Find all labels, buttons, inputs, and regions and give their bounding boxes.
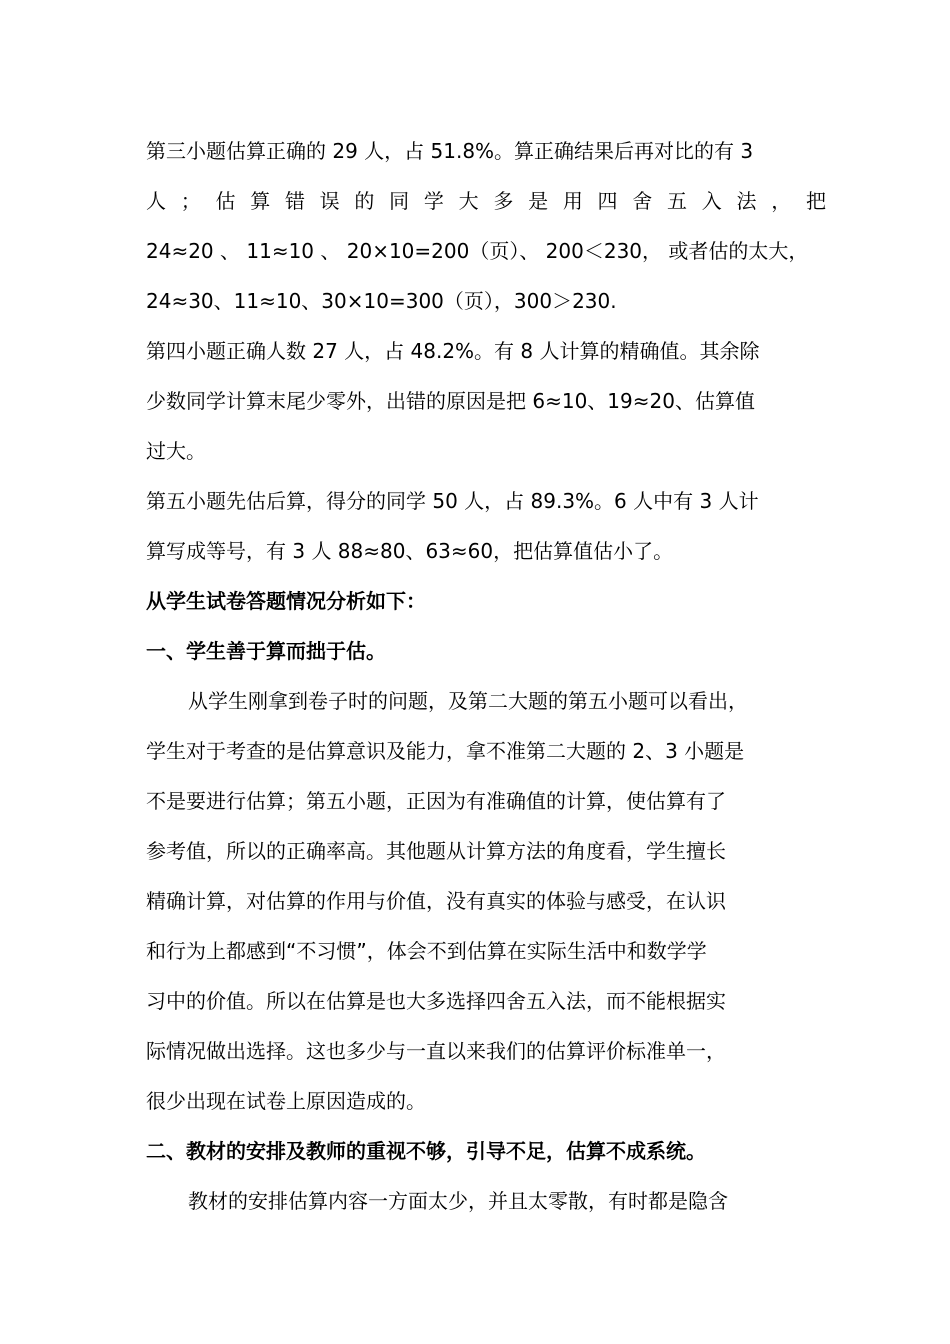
p3-line-2-char: 同 (389, 189, 410, 213)
p3-line-3: 24≈20 、 11≈10 、 20×10=200（页）、 200＜230， 或者估的太大， (146, 239, 809, 263)
p3-line-2-char: 是 (528, 189, 549, 213)
section-2-line: 教材的安排估算内容一方面太少，并且太零散，有时都是隐含 (188, 1189, 728, 1213)
p3-line-2-char: 估 (215, 189, 236, 213)
section-1-line: 很少出现在试卷上原因造成的。 (146, 1089, 426, 1113)
p3-line-2-char: 错 (284, 189, 305, 213)
section-1-line: 际情况做出选择。这也多少与一直以来我们的估算评价标准单一， (146, 1039, 726, 1063)
p5-line-1: 第五小题先估后算，得分的同学 50 人，占 89.3%。6 人中有 3 人计 (146, 489, 759, 513)
document-page (146, 126, 826, 1226)
p3-line-2-char: ， (771, 189, 792, 213)
section-1-line: 习中的价值。所以在估算是也大多选择四舍五入法，而不能根据实 (146, 989, 726, 1013)
p3-line-2-char: ； (180, 189, 201, 213)
section-1-line: 不是要进行估算；第五小题，正因为有准确值的计算，使估算有了 (146, 789, 726, 813)
p3-line-2-char: 五 (667, 189, 688, 213)
p3-line-2-char: 多 (493, 189, 514, 213)
section-1-line: 参考值，所以的正确率高。其他题从计算方法的角度看，学生擅长 (146, 839, 726, 863)
p5-line-2: 算写成等号，有 3 人 88≈80、63≈60，把估算值估小了。 (146, 539, 674, 563)
p3-line-2-char: 用 (562, 189, 583, 213)
p3-line-2 (146, 176, 826, 226)
p3-line-2-char: 入 (701, 189, 722, 213)
section-1-line: 学生对于考查的是估算意识及能力，拿不准第二大题的 2、3 小题是 (146, 739, 745, 763)
p3-line-4: 24≈30、11≈10、30×10=300（页），300＞230. (146, 289, 617, 313)
p4-line-2: 少数同学计算末尾少零外，出错的原因是把 6≈10、19≈20、估算值 (146, 389, 755, 413)
section-1-heading: 一、学生善于算而拙于估。 (146, 639, 386, 663)
section-1-line: 从学生刚拿到卷子时的问题，及第二大题的第五小题可以看出， (188, 689, 748, 713)
p3-line-2-char: 误 (319, 189, 340, 213)
p3-line-1: 第三小题估算正确的 29 人，占 51.8%。算正确结果后再对比的有 3 (146, 139, 754, 163)
p3-line-2-char: 的 (354, 189, 375, 213)
analysis-heading: 从学生试卷答题情况分析如下： (146, 589, 426, 613)
section-2-heading: 二、教材的安排及教师的重视不够，引导不足，估算不成系统。 (146, 1139, 706, 1163)
p3-line-2-char: 把 (805, 189, 826, 213)
p3-line-2-char: 人 (146, 189, 166, 213)
p3-line-2-char: 四 (597, 189, 618, 213)
p3-line-2-char: 大 (458, 189, 479, 213)
p4-line-1: 第四小题正确人数 27 人，占 48.2%。有 8 人计算的精确值。其余除 (146, 339, 760, 363)
section-1-line: 和行为上都感到“不习惯”，体会不到估算在实际生活中和数学学 (146, 939, 707, 963)
p3-line-2-char: 法 (736, 189, 757, 213)
p3-line-2-char: 舍 (632, 189, 653, 213)
p4-line-3: 过大。 (146, 439, 206, 463)
section-1-line: 精确计算，对估算的作用与价值，没有真实的体验与感受，在认识 (146, 889, 726, 913)
p3-line-2-char: 学 (423, 189, 444, 213)
p3-line-2-char: 算 (250, 189, 271, 213)
